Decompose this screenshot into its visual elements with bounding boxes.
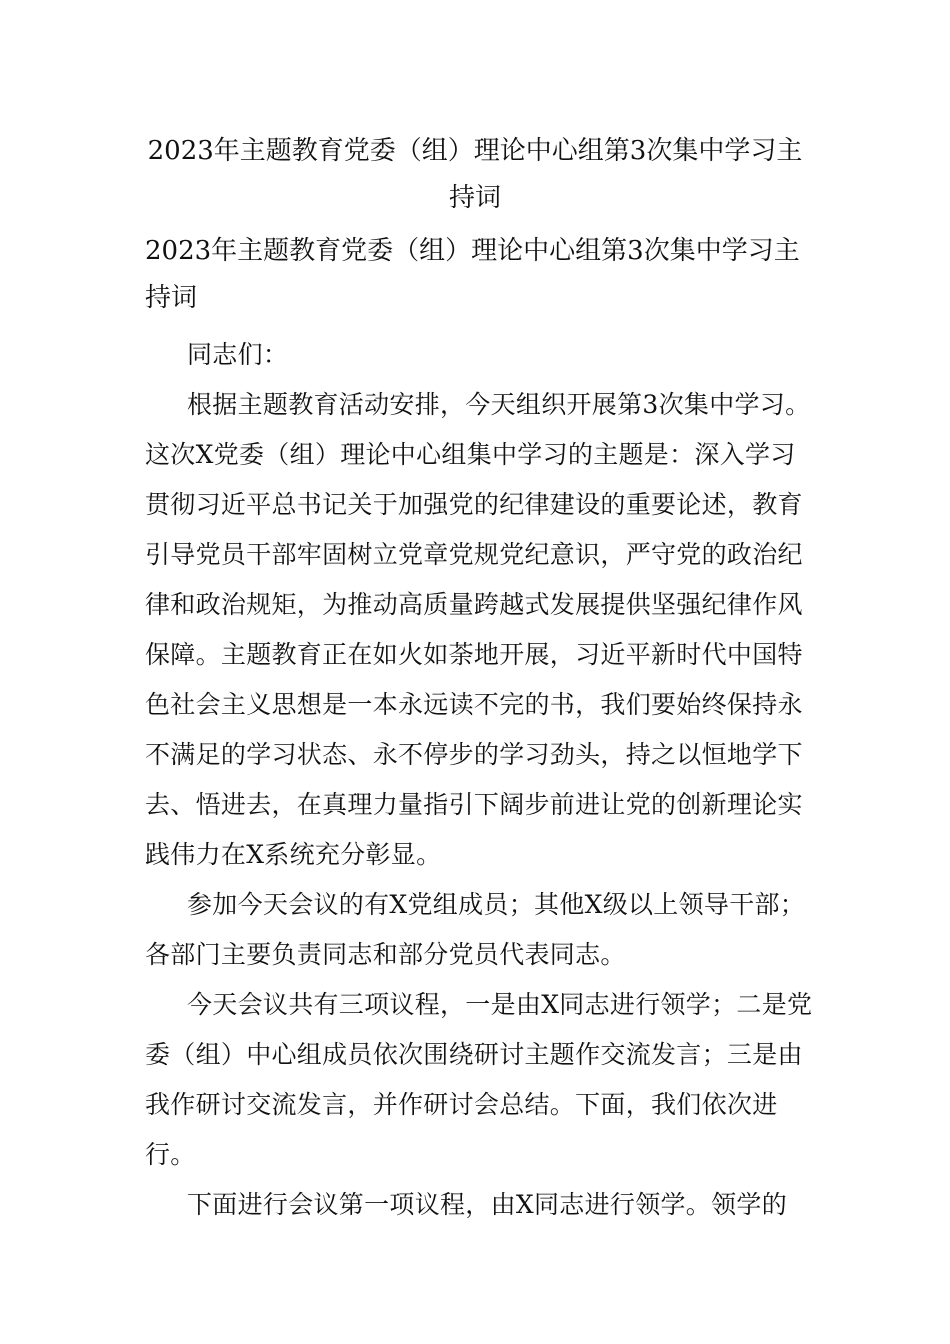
paragraph-attendees: 参加今天会议的有X党组成员；其他X级以上领导干部；各部门主要负责同志和部分党员代表同志。: [145, 890, 806, 969]
salutation: 同志们：: [187, 340, 289, 369]
paragraph-first-item: 下面进行会议第一项议程，由X同志进行领学。领学的: [187, 1190, 787, 1219]
paragraph-agenda: 今天会议共有三项议程，一是由X同志进行领学；二是党委（组）中心组成员依次围绕研讨主题作交流发言；三是由我作研讨交流发言，并作研讨会总结。下面，我们依次进行。: [145, 990, 813, 1169]
document-subtitle: 2023年主题教育党委（组）理论中心组第3次集中学习主持词: [145, 236, 800, 313]
document-title: 2023年主题教育党委（组）理论中心组第3次集中学习主持词: [147, 136, 803, 213]
paragraph-intro: 根据主题教育活动安排，今天组织开展第3次集中学习。这次X党委（组）理论中心组集中学习的主题是：深入学习贯彻习近平总书记关于加强党的纪律建设的重要论述，教育引导党员干部牢固树立党章党规党纪意识，严守党的政治纪律和政治规矩，为推动高质量跨越式发展提供坚强纪律作风保障。主题教育正在如火如荼地开展，习近平新时代中国特色社会主义思想是一本永远读不完的书，我们要始终保持永不满足的学习状态、永不停步的学习劲头，持之以恒地学下去、悟进去，在真理力量指引下阔步前进让党的创新理论实践伟力在X系统充分彰显。: [145, 390, 811, 869]
